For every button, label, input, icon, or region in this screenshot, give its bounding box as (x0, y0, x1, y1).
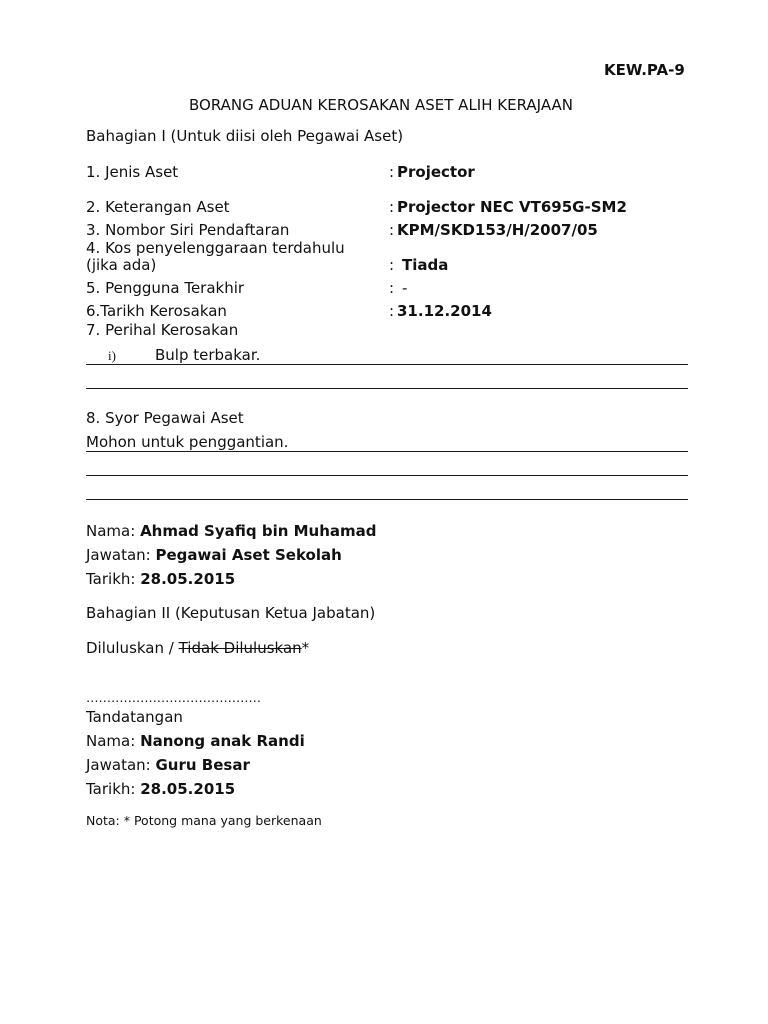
field-colon: : (389, 302, 395, 320)
field-label-maintenance-cost: 4. Kos penyelenggaraan terdahulu (86, 239, 345, 257)
head-date-value: 28.05.2015 (140, 780, 236, 798)
recommendation-line-2 (86, 475, 688, 476)
field-label-asset-description: 2. Keterangan Aset (86, 198, 230, 216)
form-code: KEW.PA-9 (604, 61, 685, 79)
field-colon: : (389, 198, 395, 216)
field-value-last-user: - (402, 279, 408, 297)
decision (86, 639, 309, 657)
damage-line-1 (86, 364, 688, 365)
recommendation-line-3 (86, 499, 688, 500)
head-date (86, 780, 235, 798)
officer-post-value: Pegawai Aset Sekolah (155, 546, 342, 564)
field-colon: : (389, 163, 395, 181)
head-post-label: Jawatan: (86, 756, 151, 774)
field-label-asset-type: 1. Jenis Aset (86, 163, 179, 181)
field-label-damage-description: 7. Perihal Kerosakan (86, 321, 239, 339)
signature-label: Tandatangan (86, 708, 183, 726)
recommendation-line-1 (86, 451, 688, 452)
officer-date-label: Tarikh: (86, 570, 136, 588)
decision-approved: Diluluskan / (86, 639, 174, 657)
head-post-value: Guru Besar (155, 756, 250, 774)
officer-post-label: Jawatan: (86, 546, 151, 564)
field-colon: : (389, 221, 395, 239)
decision-asterisk: * (301, 639, 310, 657)
part2-heading: Bahagian II (Keputusan Ketua Jabatan) (86, 604, 376, 622)
footnote: Nota: * Potong mana yang berkenaan (86, 813, 322, 828)
field-label-damage-date: 6.Tarikh Kerosakan (86, 302, 227, 320)
field-colon: : (389, 279, 395, 297)
damage-item-text: Bulp terbakar. (155, 346, 261, 364)
officer-name-label: Nama: (86, 522, 136, 540)
field-label-maintenance-cost-note: (jika ada) (86, 256, 157, 274)
part1-heading: Bahagian I (Untuk diisi oleh Pegawai Aset) (86, 127, 404, 145)
head-name (86, 732, 305, 750)
officer-name-value: Ahmad Syafiq bin Muhamad (140, 522, 377, 540)
officer-name (86, 522, 377, 540)
field-label-serial-number: 3. Nombor Siri Pendaftaran (86, 221, 290, 239)
field-value-damage-date: 31.12.2014 (397, 302, 492, 320)
head-post (86, 756, 250, 774)
recommendation-label: 8. Syor Pegawai Aset (86, 409, 244, 427)
field-value-maintenance-cost: Tiada (402, 256, 449, 274)
field-value-asset-type: Projector (397, 163, 475, 181)
damage-line-2 (86, 388, 688, 389)
head-name-value: Nanong anak Randi (140, 732, 305, 750)
officer-date (86, 570, 235, 588)
recommendation-text: Mohon untuk penggantian. (86, 433, 289, 451)
head-name-label: Nama: (86, 732, 136, 750)
head-date-label: Tarikh: (86, 780, 136, 798)
decision-not-approved: Tidak Diluluskan (178, 639, 302, 657)
form-title: BORANG ADUAN KEROSAKAN ASET ALIH KERAJAAN (189, 96, 573, 114)
field-colon: : (389, 256, 395, 274)
signature-dots: …………………………………… (86, 690, 261, 705)
officer-date-value: 28.05.2015 (140, 570, 236, 588)
damage-item-number: i) (108, 348, 116, 363)
field-value-serial-number: KPM/SKD153/H/2007/05 (397, 221, 598, 239)
field-value-asset-description: Projector NEC VT695G-SM2 (397, 198, 627, 216)
field-label-last-user: 5. Pengguna Terakhir (86, 279, 245, 297)
officer-post (86, 546, 342, 564)
